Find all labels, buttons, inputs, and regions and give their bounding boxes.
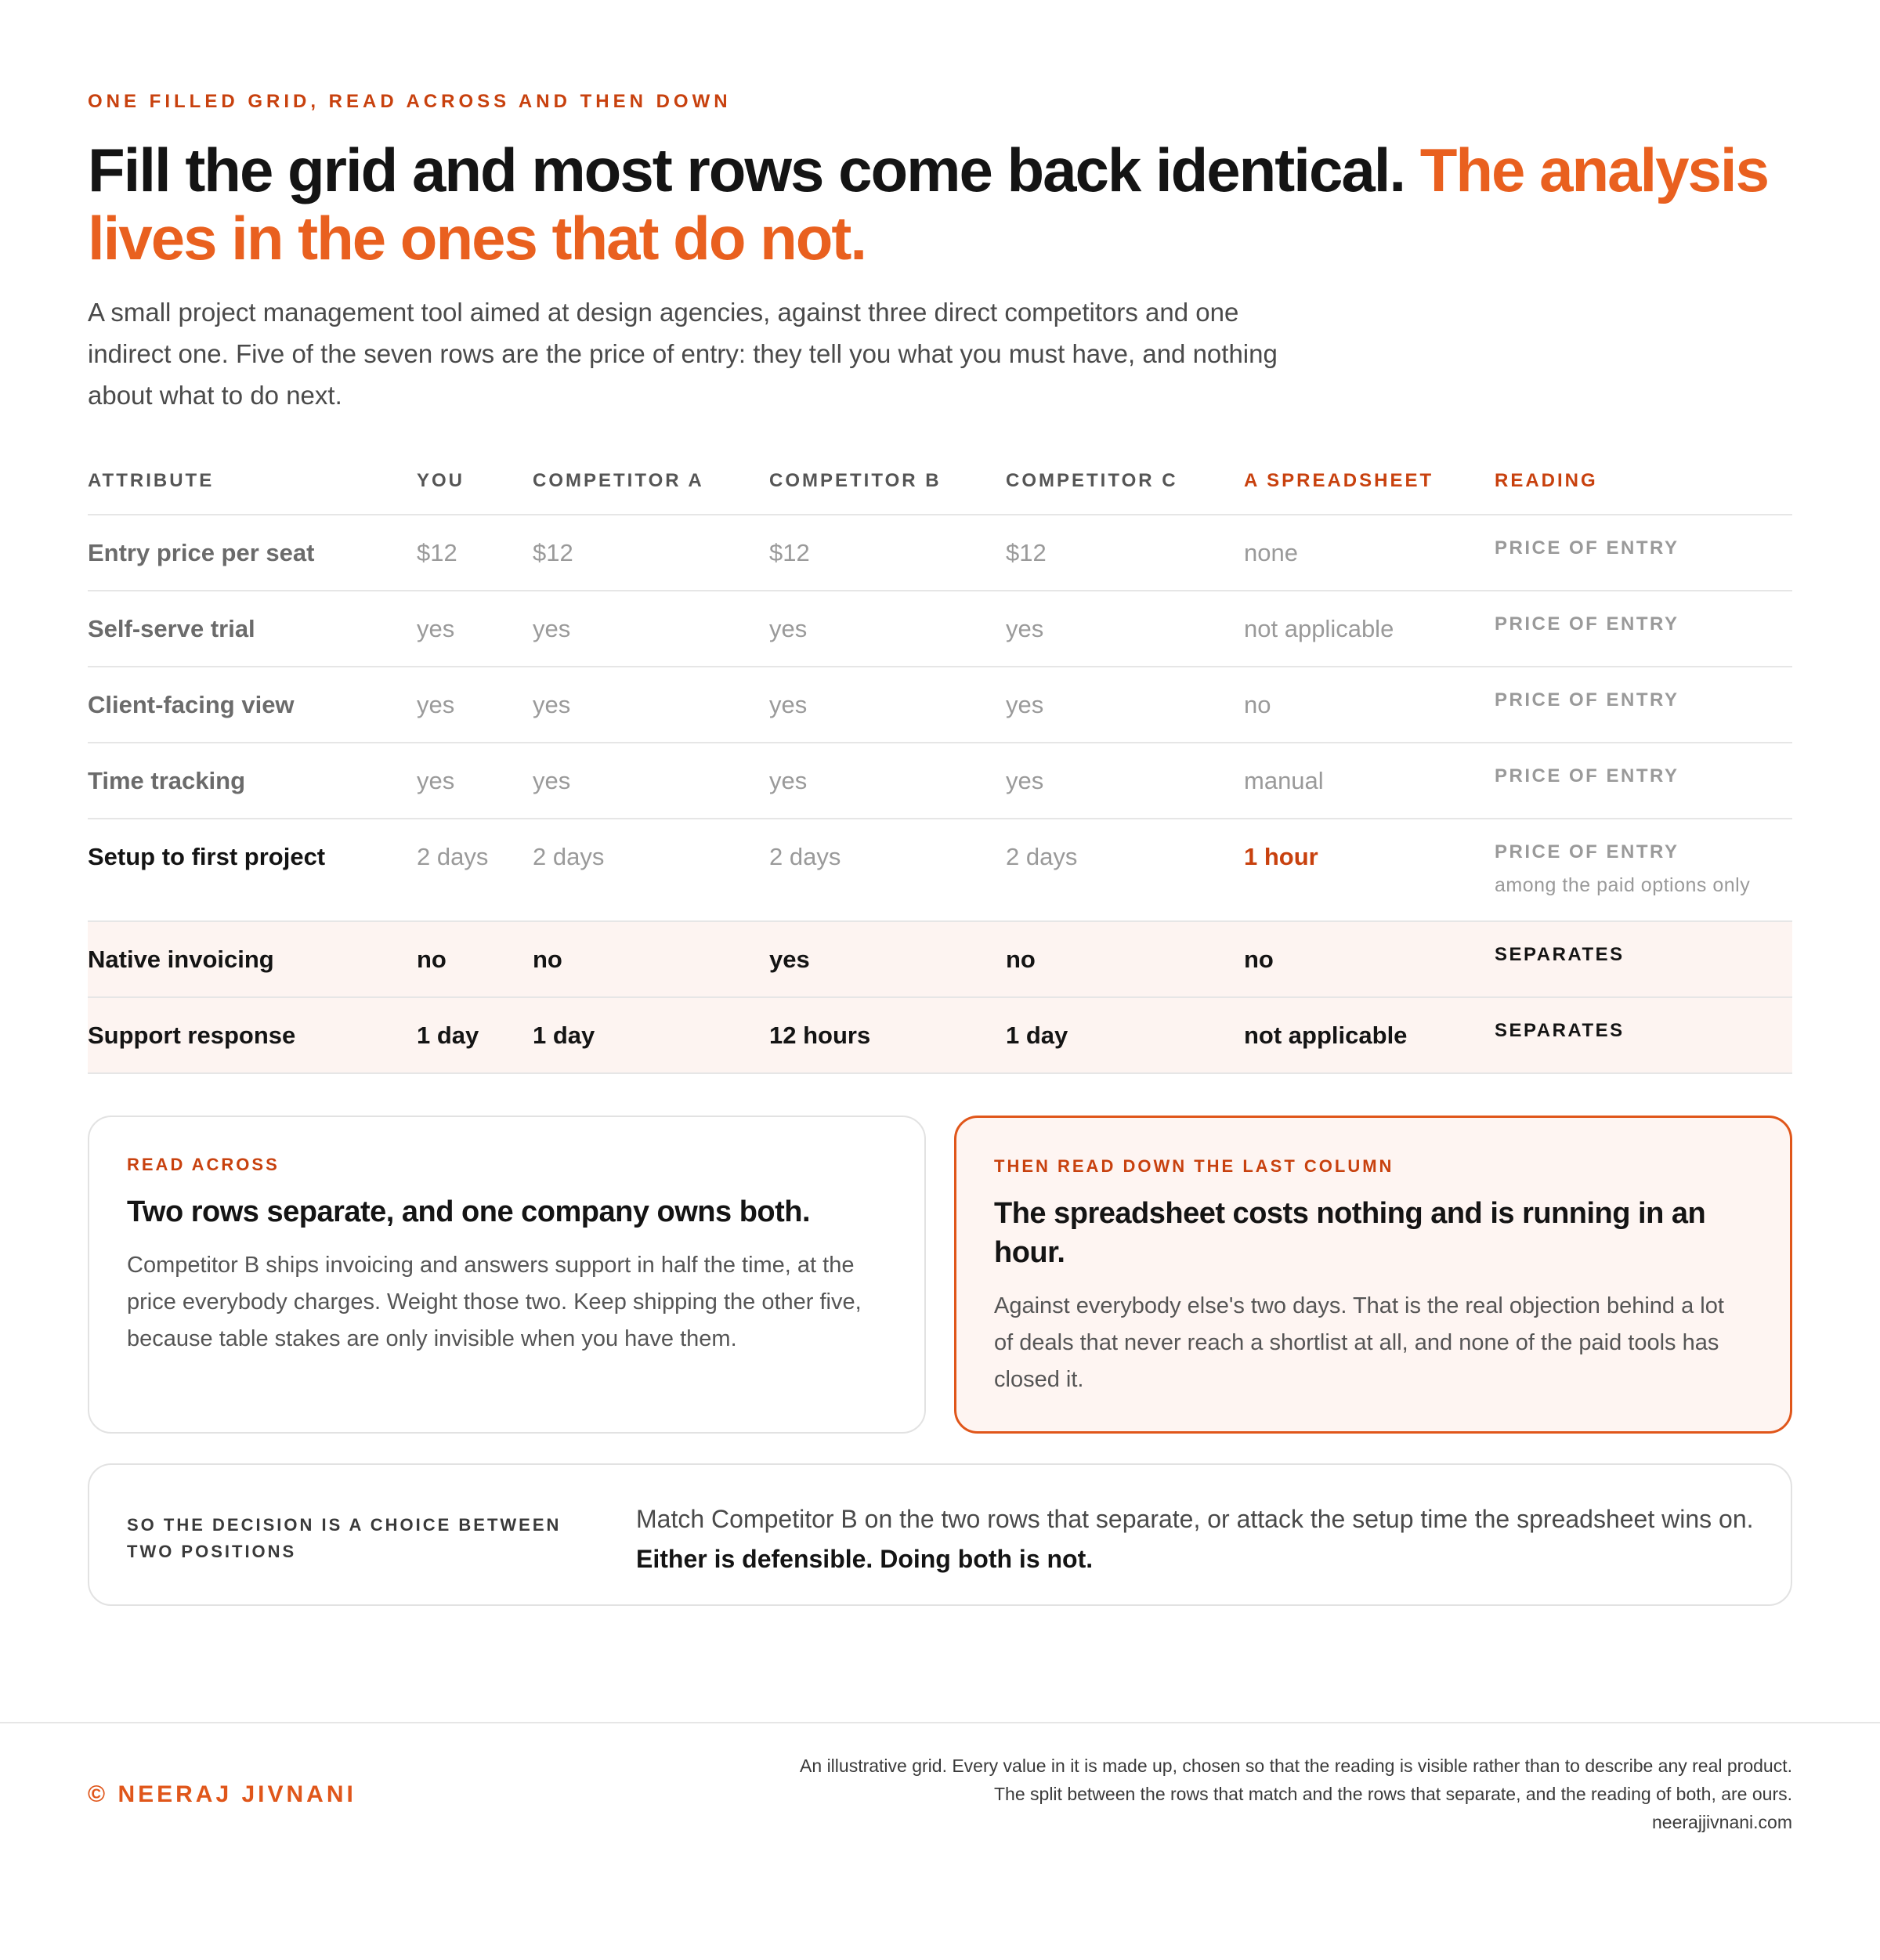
cell-you: no: [417, 946, 446, 973]
cell-competitor-a: 2 days: [533, 843, 605, 870]
table-row-separates: [88, 922, 1792, 998]
cell-competitor-c: yes: [1006, 767, 1044, 794]
table-row: [88, 515, 1792, 591]
decision-text: Match Competitor B on the two rows that separate, or attack the setup time the spreadsheet wins on.: [636, 1505, 1754, 1533]
cell-spreadsheet: not applicable: [1244, 1022, 1408, 1049]
table-row-separates: [88, 998, 1792, 1074]
footer-line: The split between the rows that match and the rows that separate, and the reading of both, are ours.: [994, 1784, 1792, 1804]
header-you: YOU: [417, 470, 465, 491]
cell-competitor-a: no: [533, 946, 562, 973]
footer-divider: [0, 1722, 1880, 1723]
table-header: [88, 453, 1792, 515]
row-attribute: Self-serve trial: [88, 615, 255, 642]
cell-competitor-c: 1 day: [1006, 1022, 1068, 1049]
brand-mark: © NEERAJ JIVNANI: [88, 1781, 356, 1807]
footer-line: An illustrative grid. Every value in it is made up, chosen so that the reading is visible rather than to describe any real product.: [800, 1756, 1792, 1776]
cell-competitor-c: no: [1006, 946, 1036, 973]
header-attribute: ATTRIBUTE: [88, 470, 215, 491]
cell-competitor-a: 1 day: [533, 1022, 595, 1049]
cell-competitor-b: yes: [769, 615, 808, 642]
cell-spreadsheet: manual: [1244, 767, 1324, 794]
card-kicker: THEN READ DOWN THE LAST COLUMN: [994, 1156, 1394, 1176]
cell-reading: PRICE OF ENTRY: [1495, 841, 1679, 862]
footer-url: neerajjivnani.com: [1652, 1812, 1792, 1832]
cell-reading: PRICE OF ENTRY: [1495, 689, 1679, 711]
card-body: Against everybody else's two days. That is the real objection behind a lot of deals that never reach a shortlist at all, and none of the paid tools has closed it.: [994, 1293, 1724, 1392]
cell-competitor-a: yes: [533, 691, 571, 718]
decision-panel: [88, 1463, 1792, 1606]
header-reading: READING: [1495, 470, 1598, 491]
decision-emphasis: Either is defensible. Doing both is not.: [636, 1545, 1094, 1573]
cell-you: $12: [417, 539, 457, 566]
headline-main: Fill the grid and most rows come back identical.: [88, 136, 1405, 204]
cell-competitor-b: 12 hours: [769, 1022, 871, 1049]
header-competitor-c: COMPETITOR C: [1006, 470, 1178, 491]
table-row: [88, 743, 1792, 819]
cell-competitor-b: yes: [769, 691, 808, 718]
cell-reading: PRICE OF ENTRY: [1495, 765, 1679, 787]
table-row: [88, 591, 1792, 667]
lede: A small project management tool aimed at design agencies, against three direct competitors and one indirect one. Five of the seven rows are the price of entry: they tell you what you must have, and nothing about what to do next.: [88, 298, 1278, 410]
card-title: The spreadsheet costs nothing and is running in an hour.: [994, 1197, 1706, 1269]
cell-competitor-a: yes: [533, 767, 571, 794]
cell-competitor-c: yes: [1006, 615, 1044, 642]
cell-competitor-a: yes: [533, 615, 571, 642]
cell-spreadsheet: no: [1244, 691, 1271, 718]
headline: [88, 136, 1811, 273]
decision-kicker: SO THE DECISION IS A CHOICE BETWEEN TWO POSITIONS: [127, 1515, 562, 1561]
card-body: Competitor B ships invoicing and answers support in half the time, at the price everybody charges. Weight those two. Keep shipping the other five, because table stakes are only invisible when you have them.: [127, 1253, 862, 1351]
card-title: Two rows separate, and one company owns both.: [127, 1195, 811, 1228]
cell-competitor-b: $12: [769, 539, 810, 566]
cell-competitor-c: yes: [1006, 691, 1044, 718]
header-spreadsheet: A SPREADSHEET: [1244, 470, 1434, 491]
cell-you: yes: [417, 767, 455, 794]
cell-reading: SEPARATES: [1495, 944, 1625, 965]
comparison-table: [88, 453, 1792, 1074]
cell-reading: SEPARATES: [1495, 1020, 1625, 1041]
card-kicker: READ ACROSS: [127, 1155, 280, 1174]
cell-spreadsheet: no: [1244, 946, 1274, 973]
cell-spreadsheet: none: [1244, 539, 1298, 566]
cell-you: 1 day: [417, 1022, 479, 1049]
cell-competitor-c: $12: [1006, 539, 1047, 566]
row-attribute: Time tracking: [88, 767, 246, 794]
cell-reading: PRICE OF ENTRY: [1495, 537, 1679, 559]
row-attribute: Setup to first project: [88, 843, 326, 870]
cell-competitor-a: $12: [533, 539, 573, 566]
row-attribute: Support response: [88, 1022, 296, 1049]
eyebrow: ONE FILLED GRID, READ ACROSS AND THEN DOWN: [88, 91, 732, 112]
cell-you: yes: [417, 615, 455, 642]
cell-competitor-b: 2 days: [769, 843, 841, 870]
footer-note: [617, 1752, 1792, 1836]
cell-competitor-b: yes: [769, 946, 810, 973]
row-attribute: Client-facing view: [88, 691, 295, 718]
headline-accent: The analysis lives in the ones that do not.: [88, 136, 1768, 273]
cell-reading: PRICE OF ENTRY: [1495, 613, 1679, 635]
row-attribute: Native invoicing: [88, 946, 274, 973]
cell-you: 2 days: [417, 843, 489, 870]
header-competitor-b: COMPETITOR B: [769, 470, 942, 491]
reading-note: among the paid options only: [1495, 874, 1751, 896]
table-row: [88, 819, 1792, 922]
read-down-card: [954, 1116, 1792, 1434]
cell-spreadsheet-highlight: 1 hour: [1244, 843, 1318, 870]
header-competitor-a: COMPETITOR A: [533, 470, 704, 491]
cell-competitor-b: yes: [769, 767, 808, 794]
decision-body: [636, 1499, 1764, 1579]
read-across-card: [88, 1116, 926, 1434]
row-attribute: Entry price per seat: [88, 539, 315, 566]
cell-spreadsheet: not applicable: [1244, 615, 1394, 642]
cell-you: yes: [417, 691, 455, 718]
cell-competitor-c: 2 days: [1006, 843, 1078, 870]
table-row: [88, 667, 1792, 743]
